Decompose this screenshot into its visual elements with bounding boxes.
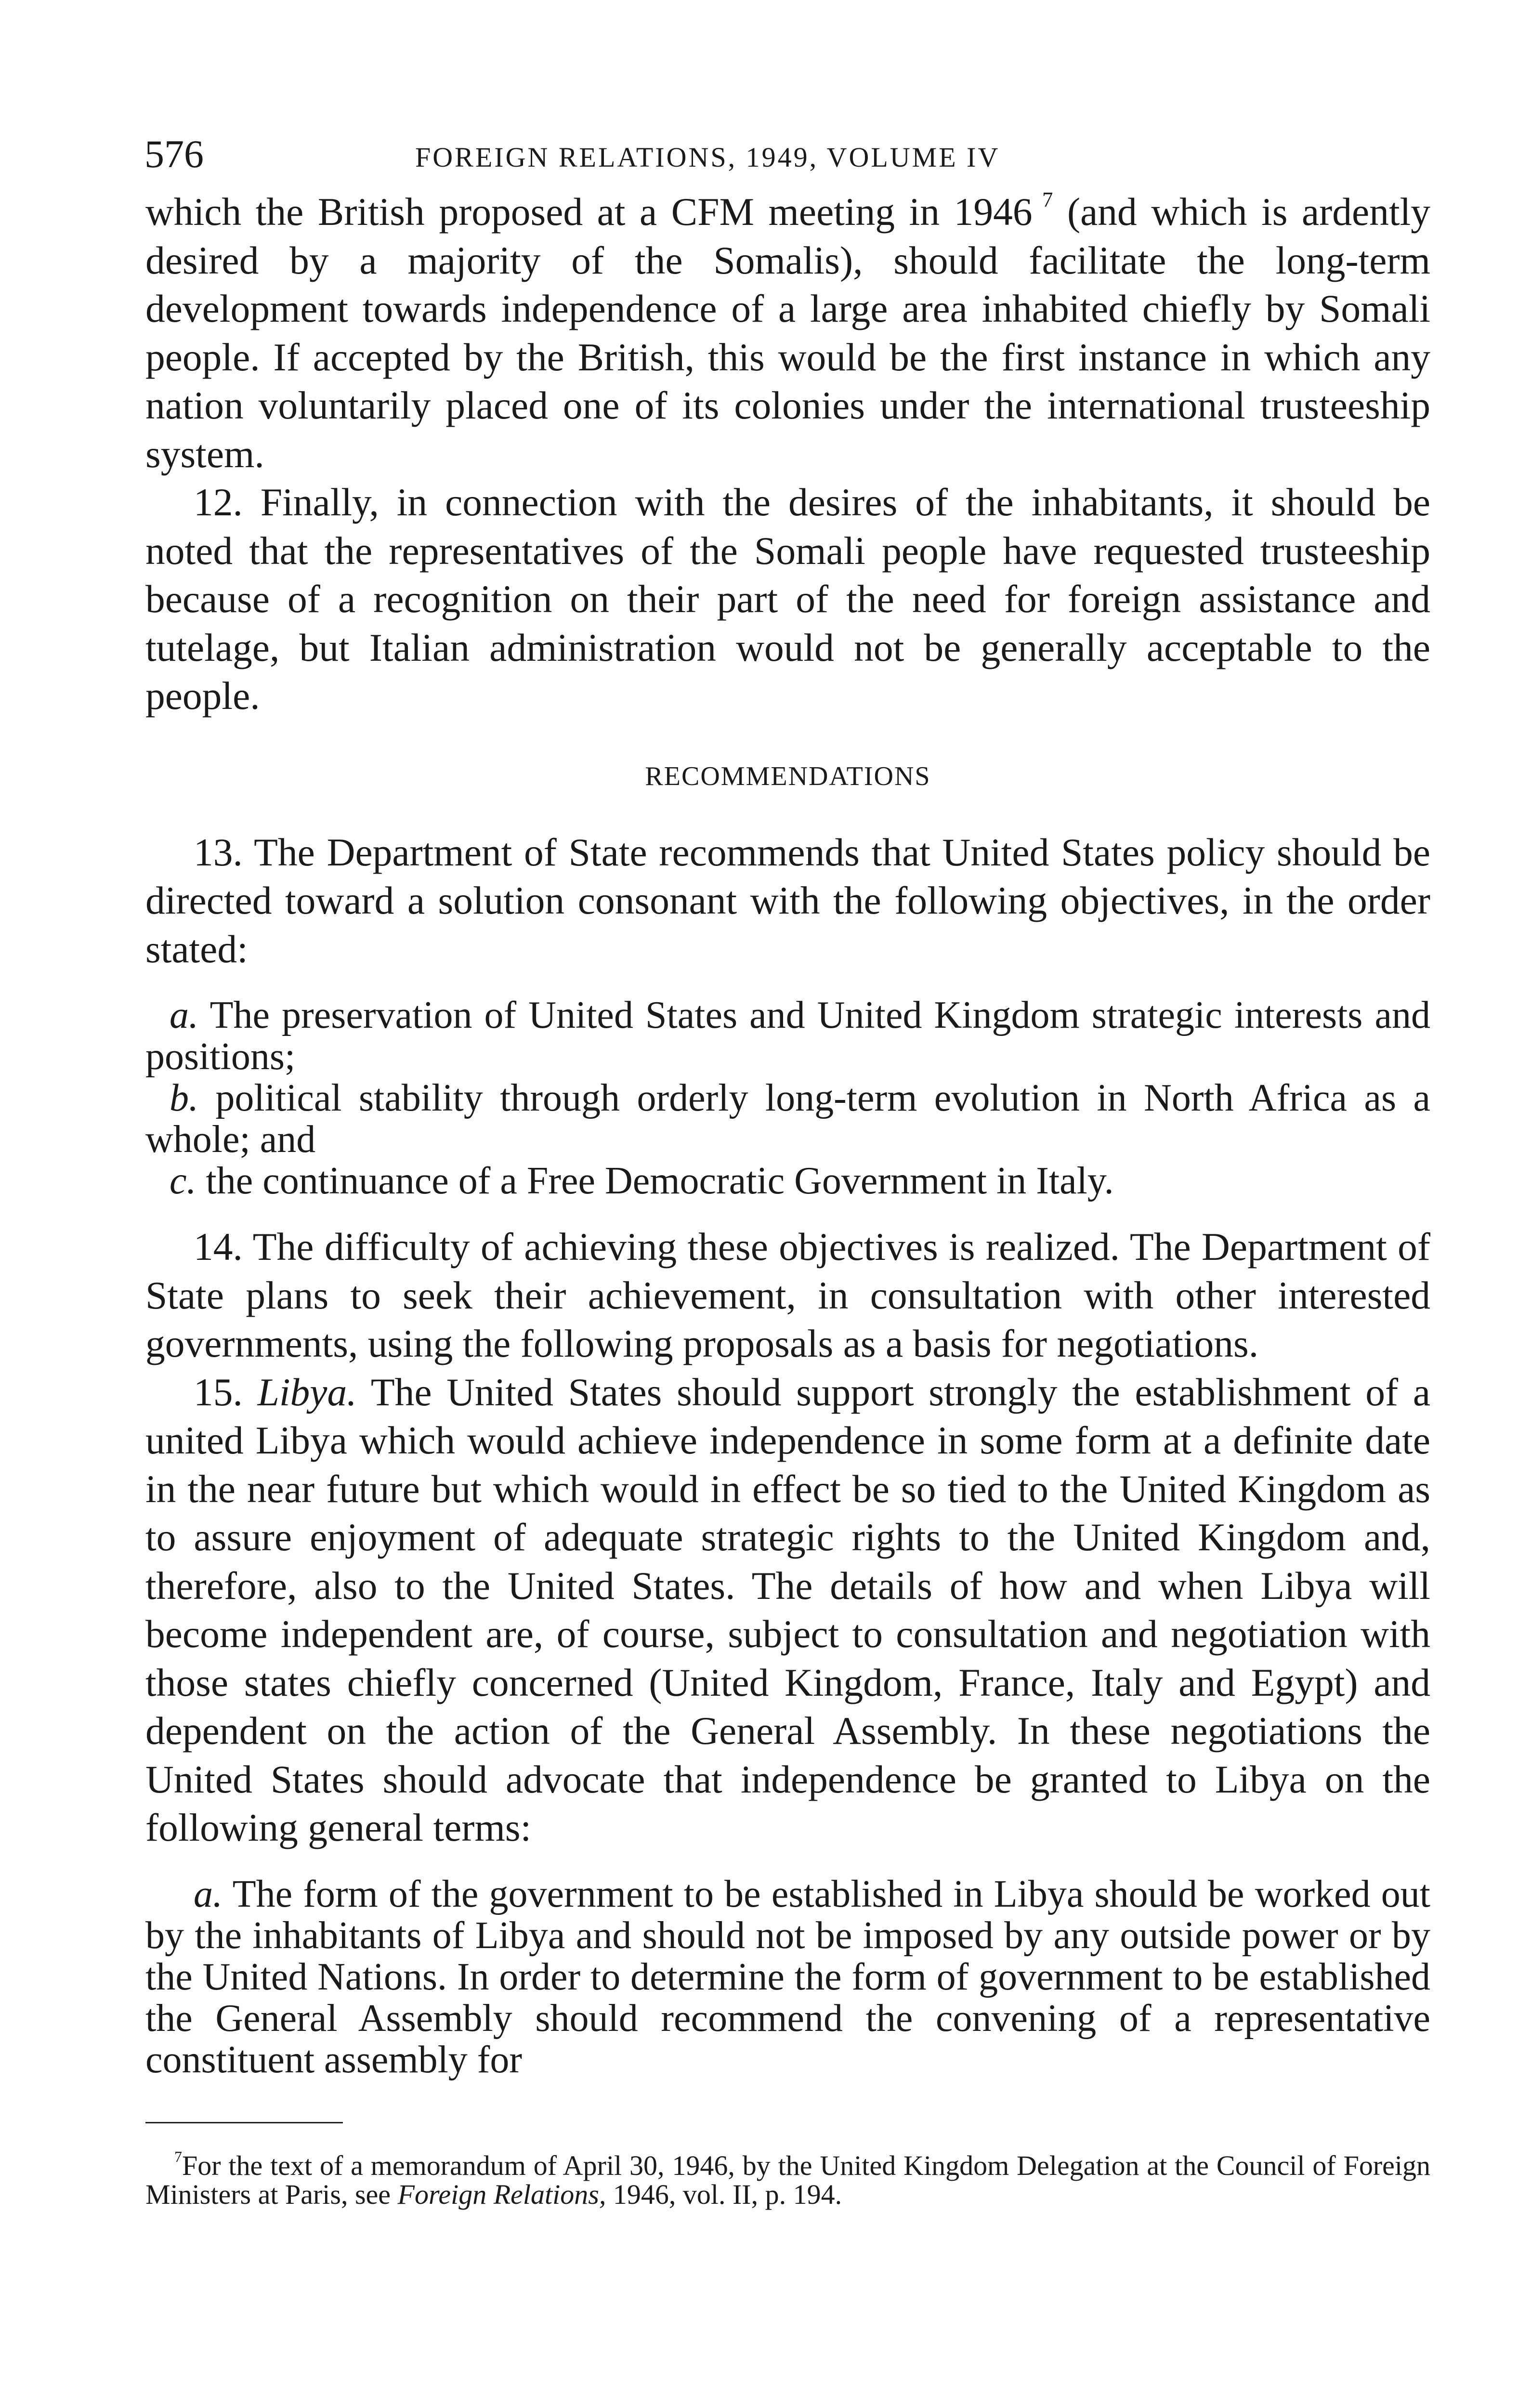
paragraph-13: 13. The Department of State recommends that United States policy should be directed toward a solution consonant with the following objectives, in the order stated:	[145, 830, 1430, 971]
objectives-list	[145, 995, 1430, 1202]
objective-label: b.	[170, 1077, 198, 1119]
footnote-text-tail: 1946, vol. II, p. 194.	[606, 2178, 842, 2210]
body-text	[145, 188, 1430, 2081]
footnote-italic-title: Foreign Relations,	[397, 2178, 606, 2210]
term-item	[145, 1873, 1430, 2081]
document-page	[145, 130, 1430, 2209]
objective-item	[145, 1160, 1430, 1202]
continued-paragraph	[145, 188, 1430, 478]
term-text: The form of the government to be established in Libya should be worked out by the inhabitants of Libya and should not be imposed by any outside power or by the United Nations. In order to determine the form of government to be established the General Assembly should recommend the convening of a representative constituent assembly for	[145, 1872, 1430, 2081]
paragraph-15-number: 15.	[194, 1370, 243, 1414]
footnote-text: For the text of a memorandum of April 30, 1946, by the United Kingdom Delegation at the Council of Foreign Ministers at Paris, see	[145, 2149, 1430, 2210]
paragraph-14: 14. The difficulty of achieving these objectives is realized. The Department of State plans to seek their achievement, in consultation with other interested governments, using the following proposals as a basis for negotiations.	[145, 1225, 1430, 1365]
paragraph-15-label: Libya.	[257, 1370, 357, 1414]
footnote-rule	[145, 2122, 343, 2123]
objective-label: c.	[170, 1160, 196, 1202]
continued-text: which the British proposed at a CFM meeting in 1946	[145, 190, 1033, 234]
objective-label: a.	[170, 994, 198, 1036]
footnote-marker: 7	[174, 2148, 182, 2165]
footnote-paragraph	[145, 2148, 1430, 2210]
running-title: FOREIGN RELATIONS, 1949, VOLUME IV	[415, 142, 1000, 173]
paragraph-15-text: The United States should support strongly the establishment of a united Libya which would achieve independence in some form at a definite date in the near future but which would in effect be so tied to the United Kingdom as to assure enjoyment of adequate strategic rights to the United Kingdom and, therefore, also to the United States. The details of how and when Libya will become independent are, of course, subject to consultation and negotiation with those states chiefly concerned (United Kingdom, France, Italy and Egypt) and dependent on the action of the General Assembly. In these negotiations the United States should advocate that independence be granted to Libya on the following general terms:	[145, 1370, 1430, 1849]
continued-text-tail: (and which is ardently desired by a majority of the Somalis), should facilitate the long-term development towards independence of a large area inhabited chiefly by Somali people. If accepted by the British, this would be the first instance in which any nation voluntarily placed one of its colonies under the international trusteeship system.	[145, 190, 1431, 476]
running-head	[145, 130, 1430, 188]
objective-text: political stability through orderly long-term evolution in North Africa as a whole; and	[145, 1077, 1430, 1161]
page-number: 576	[144, 132, 204, 176]
objective-text: the continuance of a Free Democratic Government in Italy.	[206, 1160, 1114, 1202]
term-label: a.	[194, 1872, 222, 1915]
objective-item	[145, 1077, 1430, 1160]
section-heading: RECOMMENDATIONS	[645, 761, 931, 791]
paragraph-12: 12. Finally, in connection with the desires of the inhabitants, it should be noted that the representatives of the Somali people have requested trusteeship because of a recognition on their part of the need for foreign assistance and tutelage, but Italian administration would not be generally acceptable to the people.	[145, 480, 1430, 718]
terms-list	[145, 1873, 1430, 2081]
objective-item	[145, 995, 1430, 1077]
paragraph-15	[145, 1368, 1430, 1852]
objective-text: The preservation of United States and United Kingdom strategic interests and positions;	[145, 994, 1430, 1078]
footnote-reference[interactable]: 7	[1042, 187, 1053, 211]
footnote	[145, 2148, 1430, 2210]
